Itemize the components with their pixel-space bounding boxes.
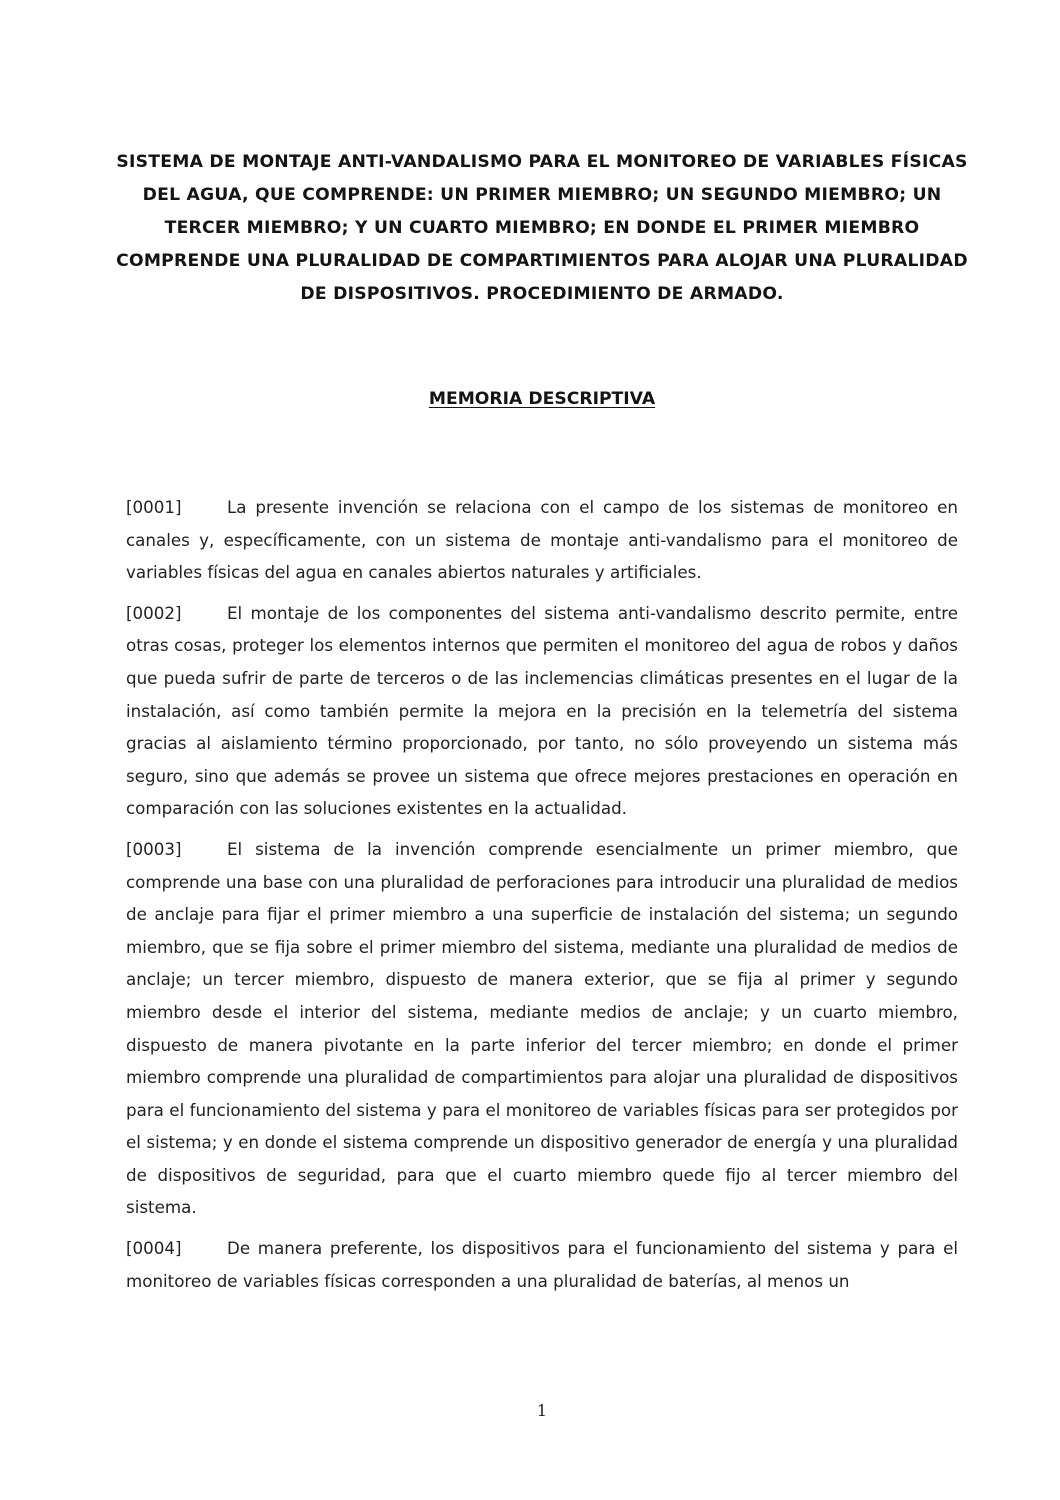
section-heading: MEMORIA DESCRIPTIVA — [428, 389, 656, 409]
document-body — [126, 491, 958, 1305]
paragraph-text: El montaje de los componentes del sistema anti-vandalismo descrito permite, entre otras cosas, proteger los elementos internos que permiten el monitoreo del agua de robos y daños que pueda sufrir de parte de terceros o de las inclemencias climáticas presentes en el lugar de la instalación, así como también permite la mejora en la precisión en la telemetría del sistema gracias al aislamiento término proporcionado, por tanto, no sólo proveyendo un sistema más seguro, sino que además se provee un sistema que ofrece mejores prestaciones en operación en comparación con las soluciones existentes en la actualidad. — [126, 602, 958, 819]
paragraph-number: [0002] — [126, 602, 182, 623]
paragraph-number: [0003] — [126, 838, 182, 859]
paragraph-text: El sistema de la invención comprende esencialmente un primer miembro, que comprende una base con una pluralidad de perforaciones para introducir una pluralidad de medios de anclaje para fijar el primer miembro a una superficie de instalación del sistema; un segundo miembro, que se fija sobre el primer miembro del sistema, mediante una pluralidad de medios de anclaje; un tercer miembro, dispuesto de manera exterior, que se fija al primer y segundo miembro desde el interior del sistema, mediante medios de anclaje; y un cuarto miembro, dispuesto de manera pivotante en la parte inferior del tercer miembro; en donde el primer miembro comprende una pluralidad de compartimientos para alojar una pluralidad de dispositivos para el funcionamiento del sistema y para el monitoreo de variables físicas para ser protegidos por el sistema; y en donde el sistema comprende un dispositivo generador de energía y una pluralidad de dispositivos de seguridad, para que el cuarto miembro quede fijo al tercer miembro del sistema. — [126, 838, 958, 1218]
document-title: SISTEMA DE MONTAJE ANTI-VANDALISMO PARA EL MONITOREO DE VARIABLES FÍSICAS DEL AGUA, QUE COMPRENDE: UN PRIMER MIEMBRO; UN SEGUNDO MIEMBRO; UN TERCER MIEMBRO; Y UN CUARTO MIEMBRO; EN DONDE EL PRIMER MIEMBRO COMPRENDE UNA PLURALIDAD DE COMPARTIMIENTOS PARA ALOJAR UNA PLURALIDAD DE DISPOSITIVOS. PROCEDIMIENTO DE ARMADO. — [116, 152, 968, 304]
paragraph-0004 — [126, 1232, 958, 1297]
paragraph-text: De manera preferente, los dispositivos para el funcionamiento del sistema y para el monitoreo de variables físicas corresponden a una pluralidad de baterías, al menos un — [126, 1238, 958, 1291]
paragraph-number: [0004] — [126, 1238, 182, 1259]
paragraph-0001 — [126, 491, 958, 589]
paragraph-0002 — [126, 597, 958, 825]
paragraph-text: La presente invención se relaciona con el campo de los sistemas de monitoreo en canales y, específicamente, con un sistema de montaje anti-vandalismo para el monitoreo de variables físicas del agua en canales abiertos naturales y artificiales. — [126, 497, 958, 583]
page-number: 1 — [536, 1401, 548, 1420]
paragraph-0003 — [126, 833, 958, 1224]
paragraph-number: [0001] — [126, 497, 182, 517]
